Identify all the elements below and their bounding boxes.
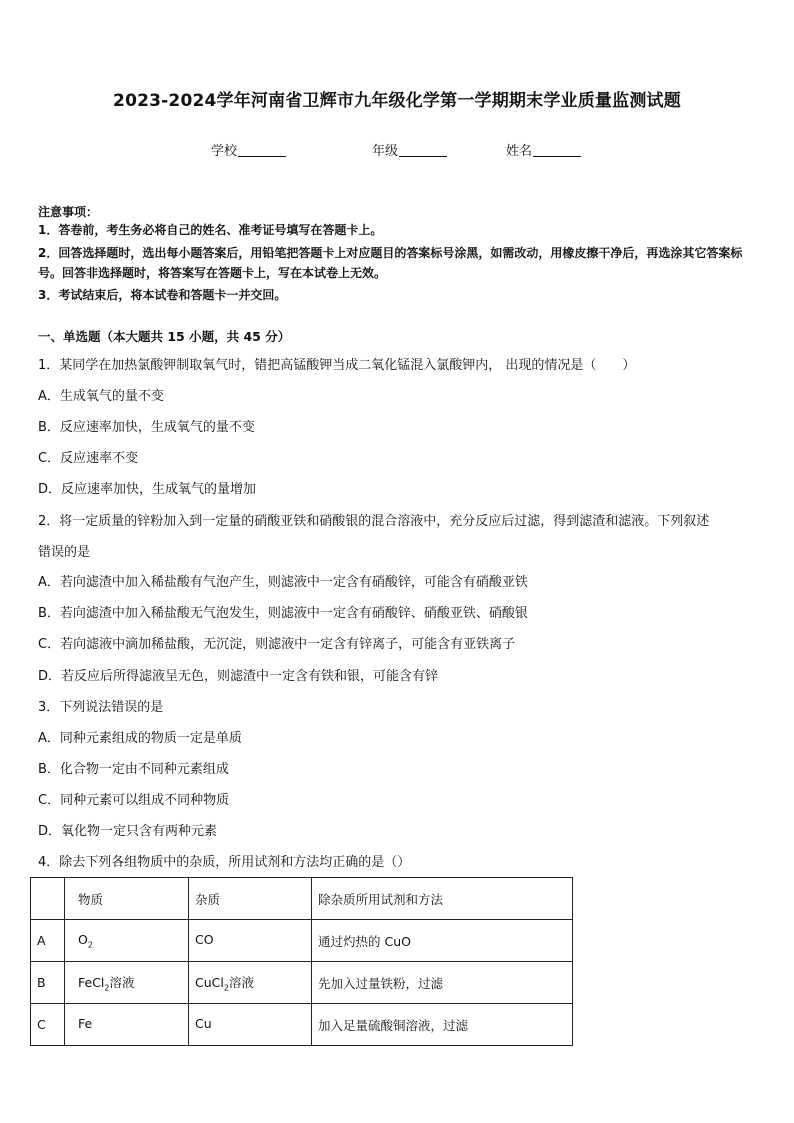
name-blank	[533, 144, 581, 157]
substance-cell: $O_2$	[65, 920, 189, 962]
question-stem-continued: 错误的是	[38, 545, 91, 560]
name-label: 姓名	[506, 144, 533, 159]
table-row	[31, 962, 573, 1004]
impurity-cell: Cu	[189, 1004, 312, 1046]
substance-cell: FeCl$_2$溶液	[65, 962, 189, 1004]
option-item: B．化合物一定由不同种元素组成	[38, 762, 229, 777]
row-label: B	[31, 962, 65, 1004]
note-item: 1．答卷前，考生务必将自己的姓名、准考证号填写在答题卡上。	[38, 223, 383, 237]
table-header-row	[31, 878, 573, 920]
option-item: D．若反应后所得滤液呈无色，则滤渣中一定含有铁和银，可能含有锌	[38, 669, 439, 684]
option-item: B．若向滤渣中加入稀盐酸无气泡发生，则滤液中一定含有硝酸锌、硝酸亚铁、硝酸银	[38, 606, 528, 621]
grade-field	[372, 140, 447, 159]
table-header-cell	[31, 878, 65, 920]
table-header-cell: 物质	[65, 878, 189, 920]
option-item: D．反应速率加快，生成氧气的量增加	[38, 482, 257, 497]
option-item: C．同种元素可以组成不同种物质	[38, 793, 230, 808]
method-cell: 先加入过量铁粉，过滤	[312, 962, 573, 1004]
options-table	[30, 877, 573, 1046]
substance-cell: Fe	[65, 1004, 189, 1046]
school-blank	[238, 144, 286, 157]
note-item: 2．回答选择题时，选出每小题答案后，用铅笔把答题卡上对应题目的答案标号涂黑，如需改动，用橡皮擦干净后，再选涂其它答案标号。回答非选择题时，将答案写在答题卡上，写在本试卷上无效。	[38, 246, 743, 280]
page-title: 2023-2024学年河南省卫辉市九年级化学第一学期期末学业质量监测试题	[113, 91, 681, 111]
impurity-cell: CuCl$_2$溶液	[189, 962, 312, 1004]
row-label: A	[31, 920, 65, 962]
school-field	[211, 140, 286, 159]
option-item: A．若向滤渣中加入稀盐酸有气泡产生，则滤液中一定含有硝酸锌，可能含有硝酸亚铁	[38, 575, 528, 590]
grade-label: 年级	[372, 144, 399, 159]
question-stem: 1．某同学在加热氯酸钾制取氧气时，错把高锰酸钾当成二氧化锰混入氯酸钾内， 出现的情况是（ ）	[38, 358, 636, 373]
name-field	[506, 140, 581, 159]
note-item: 3．考试结束后，将本试卷和答题卡一并交回。	[38, 288, 287, 302]
school-label: 学校	[211, 144, 238, 159]
option-item: C．反应速率不变	[38, 451, 139, 466]
table-header-cell: 除杂质所用试剂和方法	[312, 878, 573, 920]
impurity-cell: CO	[189, 920, 312, 962]
option-item: A．同种元素组成的物质一定是单质	[38, 731, 242, 746]
section-title: 一、单选题（本大题共 15 小题，共 45 分）	[38, 329, 291, 344]
question-stem: 2．将一定质量的锌粉加入到一定量的硝酸亚铁和硝酸银的混合溶液中，充分反应后过滤，得到滤渣和滤液。下列叙述	[38, 514, 710, 529]
table-row	[31, 1004, 573, 1046]
grade-blank	[399, 144, 447, 157]
option-item: B．反应速率加快，生成氧气的量不变	[38, 420, 255, 435]
notes-heading: 注意事项：	[38, 205, 99, 219]
row-label: C	[31, 1004, 65, 1046]
option-item: D．氧化物一定只含有两种元素	[38, 824, 218, 839]
table-header-cell: 杂质	[189, 878, 312, 920]
method-cell: 加入足量硫酸铜溶液，过滤	[312, 1004, 573, 1046]
option-item: A．生成氧气的量不变	[38, 389, 164, 404]
method-cell: 通过灼热的 CuO	[312, 920, 573, 962]
question-stem: 4．除去下列各组物质中的杂质，所用试剂和方法均正确的是（）	[38, 855, 411, 870]
option-item: C．若向滤液中滴加稀盐酸，无沉淀，则滤液中一定含有锌离子，可能含有亚铁离子	[38, 637, 516, 652]
question-stem: 3．下列说法错误的是	[38, 700, 164, 715]
table-row	[31, 920, 573, 962]
